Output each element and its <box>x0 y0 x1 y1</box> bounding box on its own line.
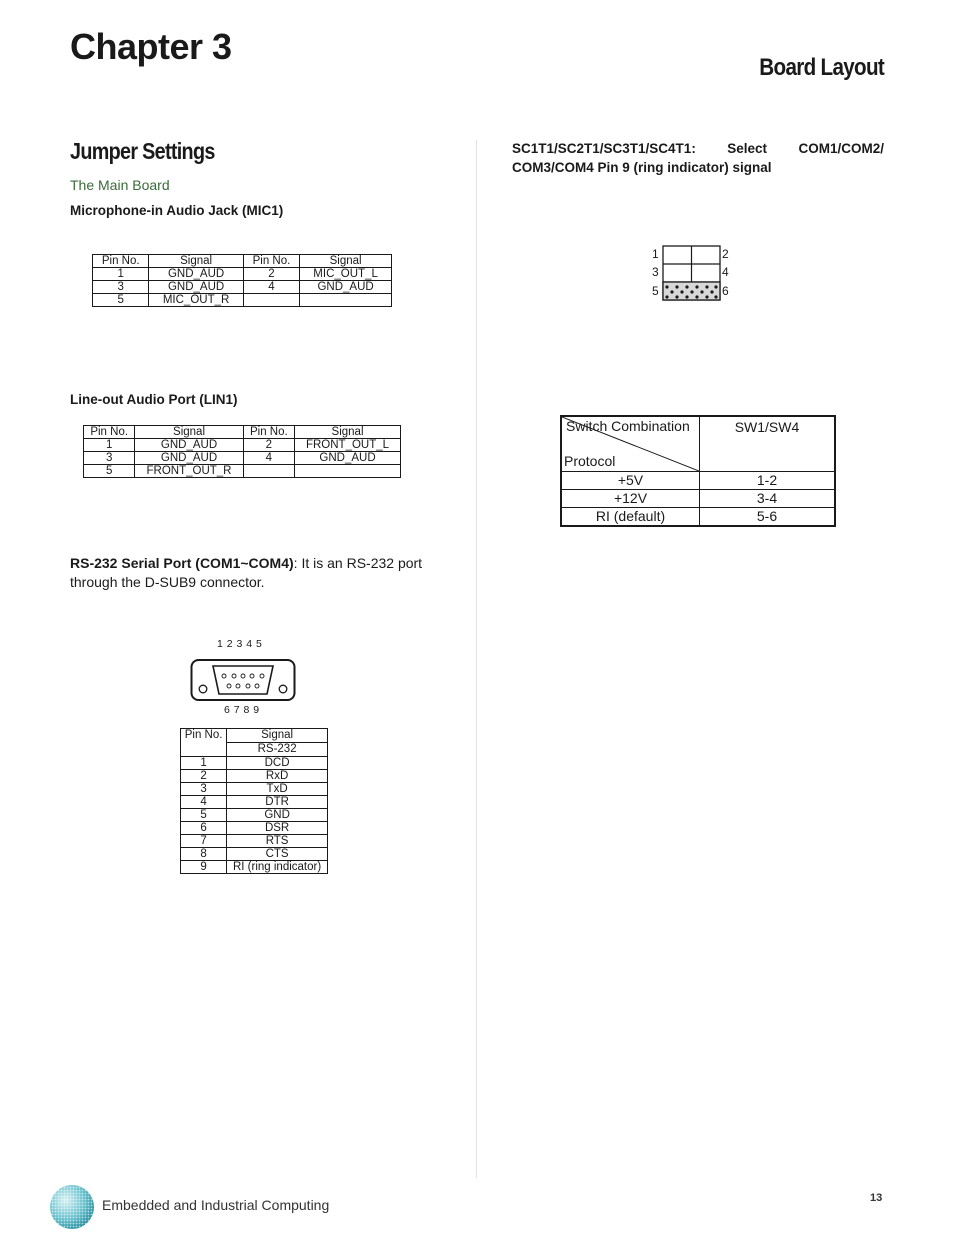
sc-jumper-title <box>512 139 884 177</box>
table-cell: 7 <box>181 835 227 848</box>
line-out-title: Line-out Audio Port (LIN1) <box>70 392 238 407</box>
table-row <box>181 835 328 848</box>
table-cell: 4 <box>181 796 227 809</box>
table-row <box>561 508 835 527</box>
table-cell: 3 <box>84 452 135 465</box>
table-row <box>93 294 392 307</box>
table-row <box>93 268 392 281</box>
table-cell: +5V <box>561 472 700 490</box>
table-cell: GND_AUD <box>135 439 243 452</box>
switch-combination-table <box>560 415 836 527</box>
page-number: 13 <box>870 1192 883 1204</box>
table-cell: 4 <box>243 281 299 294</box>
table-header-cell: Pin No. <box>181 729 227 757</box>
table-cell: 4 <box>243 452 294 465</box>
table-cell: 1-2 <box>700 472 836 490</box>
line-out-pin-table <box>83 425 401 478</box>
table-cell: 5 <box>84 465 135 478</box>
jumper-block-diagram <box>648 244 738 309</box>
table-cell: MIC_OUT_L <box>300 268 392 281</box>
table-cell: GND_AUD <box>149 268 243 281</box>
table-header-cell: Pin No. <box>84 426 135 439</box>
table-row <box>93 281 392 294</box>
table-cell: MIC_OUT_R <box>149 294 243 307</box>
jumper-label-right: 6 <box>722 284 729 298</box>
table-cell: CTS <box>227 848 328 861</box>
table-row <box>84 452 401 465</box>
table-row <box>181 796 328 809</box>
table-header-cell: Pin No. <box>243 426 294 439</box>
company-logo-icon <box>48 1183 96 1236</box>
table-cell: DTR <box>227 796 328 809</box>
table-header-row <box>561 416 835 472</box>
table-cell <box>295 465 401 478</box>
table-cell: GND_AUD <box>295 452 401 465</box>
sc-jumper-title-line1: SC1T1/SC2T1/SC3T1/SC4T1: Select COM1/COM2/ <box>512 141 884 156</box>
table-header-cell: SW1/SW4 <box>700 416 836 472</box>
table-row <box>84 465 401 478</box>
table-cell <box>243 294 299 307</box>
corner-top-label: Switch Combination <box>566 418 690 434</box>
table-header-row <box>93 255 392 268</box>
rs232-description-bold: RS-232 Serial Port (COM1~COM4) <box>70 555 294 571</box>
table-row <box>181 848 328 861</box>
rs232-description-text: : It is an RS-232 port through the D-SUB9 connector. <box>70 555 423 590</box>
table-cell: 6 <box>181 822 227 835</box>
table-cell: FRONT_OUT_L <box>295 439 401 452</box>
table-cell: 5 <box>93 294 149 307</box>
table-cell: GND_AUD <box>135 452 243 465</box>
jumper-label-left: 3 <box>652 265 659 279</box>
table-cell: 9 <box>181 861 227 874</box>
table-cell: DCD <box>227 757 328 770</box>
table-cell: 1 <box>181 757 227 770</box>
table-cell: 3 <box>181 783 227 796</box>
table-cell: 1 <box>84 439 135 452</box>
table-cell: 3 <box>93 281 149 294</box>
table-row <box>561 472 835 490</box>
table-row <box>84 439 401 452</box>
main-board-subheading: The Main Board <box>70 177 170 193</box>
rs232-description <box>70 554 450 592</box>
dsub9-connector-icon <box>190 658 296 707</box>
jumper-settings-heading: Jumper Settings <box>70 138 215 164</box>
corner-bottom-label: Protocol <box>564 453 616 469</box>
table-cell: 2 <box>243 268 299 281</box>
table-header-row <box>84 426 401 439</box>
dsub-top-pin-labels: 1 2 3 4 5 <box>217 638 263 650</box>
section-header: Board Layout <box>759 54 884 81</box>
table-header-cell: Signal <box>295 426 401 439</box>
table-header-row <box>181 729 328 757</box>
mic-jack-title: Microphone-in Audio Jack (MIC1) <box>70 203 284 218</box>
table-row <box>181 757 328 770</box>
table-cell: GND_AUD <box>149 281 243 294</box>
table-row <box>181 783 328 796</box>
table-cell: +12V <box>561 490 700 508</box>
dsub-bottom-pin-labels: 6 7 8 9 <box>224 704 260 716</box>
table-header-cell: Signal <box>135 426 243 439</box>
table-row <box>561 490 835 508</box>
table-cell: 3-4 <box>700 490 836 508</box>
table-cell: RTS <box>227 835 328 848</box>
table-cell: RI (ring indicator) <box>227 861 328 874</box>
table-row <box>181 809 328 822</box>
sc-jumper-title-line2: COM3/COM4 Pin 9 (ring indicator) signal <box>512 160 772 175</box>
table-cell: 2 <box>181 770 227 783</box>
column-divider <box>476 140 477 1178</box>
table-cell: 1 <box>93 268 149 281</box>
table-header-cell: Signal RS-232 <box>227 729 328 757</box>
table-cell: TxD <box>227 783 328 796</box>
table-cell: RxD <box>227 770 328 783</box>
jumper-label-left: 5 <box>652 284 659 298</box>
table-cell: 2 <box>243 439 294 452</box>
rs232-pin-table <box>180 728 328 874</box>
footer-tagline: Embedded and Industrial Computing <box>102 1197 330 1213</box>
table-cell <box>243 465 294 478</box>
table-cell: 8 <box>181 848 227 861</box>
chapter-title: Chapter 3 <box>70 26 232 67</box>
mic-pin-table <box>92 254 392 307</box>
table-header-cell: Signal <box>149 255 243 268</box>
jumper-label-right: 4 <box>722 265 729 279</box>
table-cell: FRONT_OUT_R <box>135 465 243 478</box>
table-row <box>181 770 328 783</box>
table-header-cell: Pin No. <box>93 255 149 268</box>
table-cell: GND <box>227 809 328 822</box>
table-cell: 5 <box>181 809 227 822</box>
table-row <box>181 822 328 835</box>
table-cell: GND_AUD <box>300 281 392 294</box>
table-cell: 5-6 <box>700 508 836 527</box>
table-corner-cell <box>561 416 700 472</box>
table-cell <box>300 294 392 307</box>
table-header-cell: Signal <box>300 255 392 268</box>
jumper-label-right: 2 <box>722 247 729 261</box>
jumper-label-left: 1 <box>652 247 659 261</box>
table-row <box>181 861 328 874</box>
table-cell: DSR <box>227 822 328 835</box>
table-cell: RI (default) <box>561 508 700 527</box>
table-header-cell: Pin No. <box>243 255 299 268</box>
